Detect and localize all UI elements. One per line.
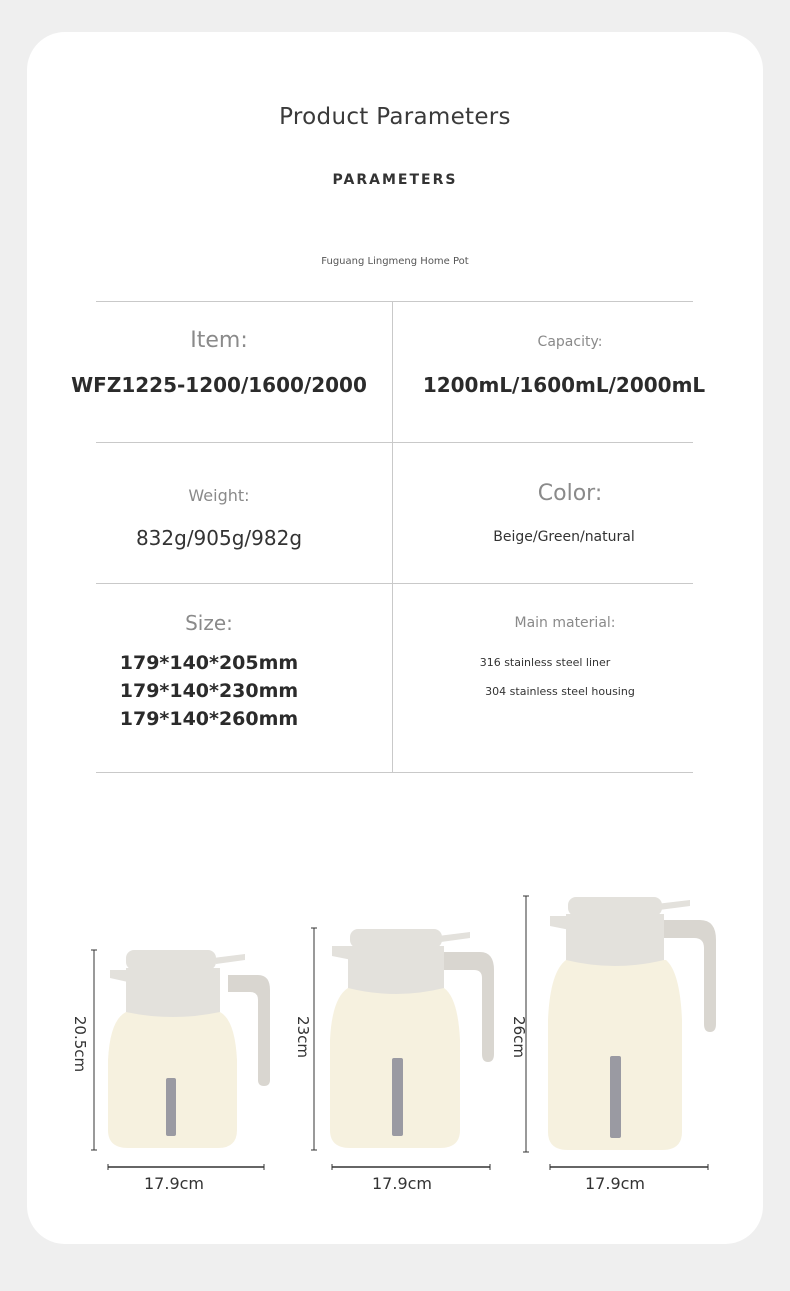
kettle-large-image [520,890,725,1175]
brand-badge [166,1078,176,1136]
weight-value: 832g/905g/982g [135,526,303,550]
product-name: Fuguang Lingmeng Home Pot [321,256,469,267]
capacity-value: 1200mL/1600mL/2000mL [422,373,706,397]
kettle-large-width-label: 17.9cm [585,1174,646,1193]
material-value-2: 304 stainless steel housing [485,685,635,698]
table-divider-1 [96,442,693,443]
item-label: Item: [190,328,248,353]
size-value-1: 179*140*205mm [119,652,299,674]
kettle-small-width-label: 17.9cm [144,1174,205,1193]
table-divider-top [96,301,693,302]
kettle-small-height-label: 20.5cm [71,1015,90,1073]
size-value-2: 179*140*230mm [119,680,299,702]
section-subtitle: PARAMETERS [332,172,458,188]
brand-badge [610,1056,621,1138]
table-divider-vertical [392,301,393,773]
kettle-small-image [88,940,278,1175]
size-label: Size: [185,611,233,635]
table-divider-2 [96,583,693,584]
color-label: Color: [537,481,603,506]
capacity-label: Capacity: [537,334,603,350]
item-value: WFZ1225-1200/1600/2000 [71,373,367,397]
weight-label: Weight: [188,486,250,505]
color-value: Beige/Green/natural [493,529,635,545]
page-title: Product Parameters [279,104,511,130]
brand-badge [392,1058,403,1136]
kettle-medium-height-label: 23cm [293,1016,312,1058]
size-value-3: 179*140*260mm [119,708,299,730]
material-label: Main material: [514,615,616,631]
material-value-1: 316 stainless steel liner [479,656,611,669]
kettle-medium-image [308,920,503,1175]
kettle-large-height-label: 26cm [509,1016,528,1058]
kettle-medium-width-label: 17.9cm [372,1174,433,1193]
table-divider-bottom [96,772,693,773]
